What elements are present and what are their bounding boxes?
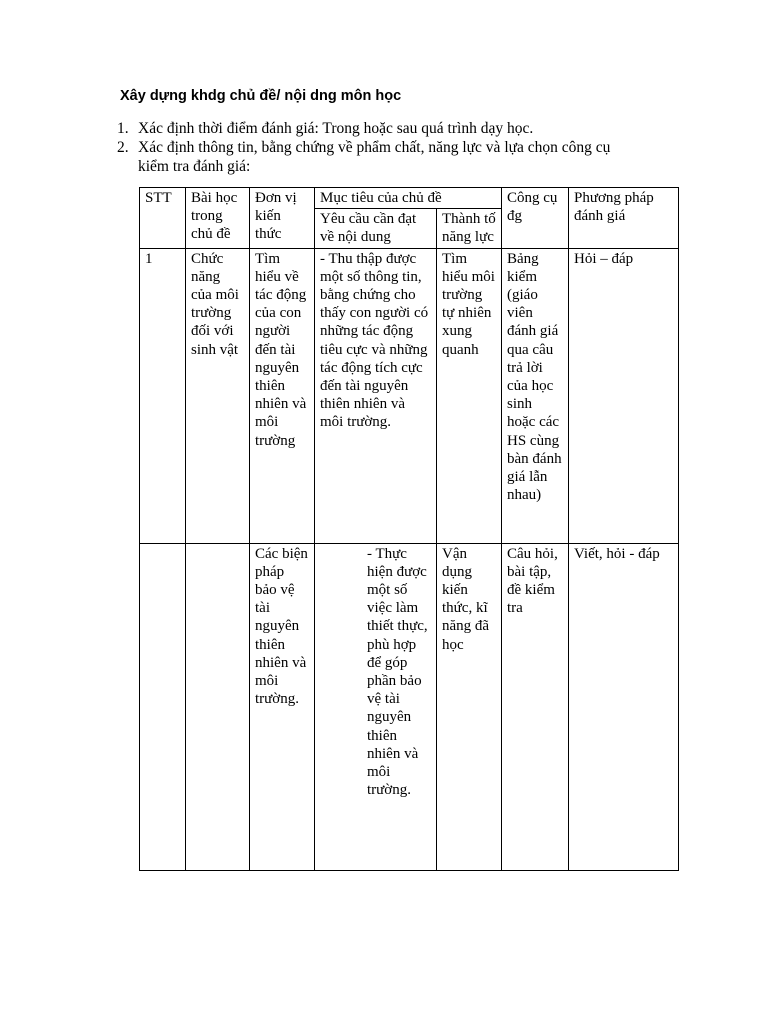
- list-number: 1.: [117, 120, 129, 137]
- header-stt: STT: [140, 188, 186, 249]
- table-row: [140, 248, 679, 543]
- cell-phuong-phap: Viết, hỏi - đáp: [569, 543, 679, 870]
- header-yeu-cau: Yêu cầu cần đạt về nội dung: [315, 209, 437, 248]
- header-muc-tieu: Mục tiêu của chủ đề: [315, 188, 502, 209]
- header-thanh-to: Thành tố năng lực: [437, 209, 502, 248]
- cell-thanh-to: Vận dụng kiến thức, kĩ năng đã học: [437, 543, 502, 870]
- header-bai-hoc: Bài học trong chủ đề: [186, 188, 250, 249]
- cell-phuong-phap: Hỏi – đáp: [569, 248, 679, 543]
- list-text: Xác định thời điểm đánh giá: Trong hoặc sau quá trình dạy học.: [138, 120, 534, 137]
- list-item: [117, 138, 637, 176]
- cell-don-vi: Tìm hiểu về tác động của con người đến tài nguyên thiên nhiên và môi trường: [250, 248, 315, 543]
- instruction-list: [117, 119, 637, 176]
- cell-bai-hoc: Chức năng của môi trường đối với sinh vật: [186, 248, 250, 543]
- list-number: 2.: [117, 139, 129, 156]
- page-heading: Xây dựng khdg chủ đề/ nội dng môn học: [120, 88, 402, 104]
- cell-stt: [140, 543, 186, 870]
- header-cong-cu: Công cụ đg: [502, 188, 569, 249]
- cell-stt: 1: [140, 248, 186, 543]
- cell-yeu-cau: - Thu thập được một số thông tin, bằng chứng cho thấy con người có những tác động tiêu cực và những tác động tích cực đến tài nguyên thiên nhiên và môi trường.: [315, 248, 437, 543]
- cell-thanh-to: Tìm hiểu môi trường tự nhiên xung quanh: [437, 248, 502, 543]
- header-phuong-phap: Phương pháp đánh giá: [569, 188, 679, 249]
- list-text: Xác định thông tin, bằng chứng về phẩm chất, năng lực và lựa chọn công cụ kiểm tra đánh giá:: [138, 139, 611, 175]
- list-item: [117, 119, 637, 138]
- assessment-table: [139, 187, 679, 871]
- cell-don-vi: Các biện pháp bảo vệ tài nguyên thiên nhiên và môi trường.: [250, 543, 315, 870]
- cell-bai-hoc: [186, 543, 250, 870]
- cell-cong-cu: Bảng kiểm (giáo viên đánh giá qua câu trả lời của học sinh hoặc các HS cùng bàn đánh giá lẫn nhau): [502, 248, 569, 543]
- header-don-vi: Đơn vị kiến thức: [250, 188, 315, 249]
- cell-yeu-cau: - Thực hiện được một số việc làm thiết thực, phù hợp để góp phần bảo vệ tài nguyên thiên nhiên và môi trường.: [315, 543, 437, 870]
- table-row: [140, 543, 679, 870]
- table-header-row: [140, 188, 679, 209]
- cell-cong-cu: Câu hỏi, bài tập, đề kiểm tra: [502, 543, 569, 870]
